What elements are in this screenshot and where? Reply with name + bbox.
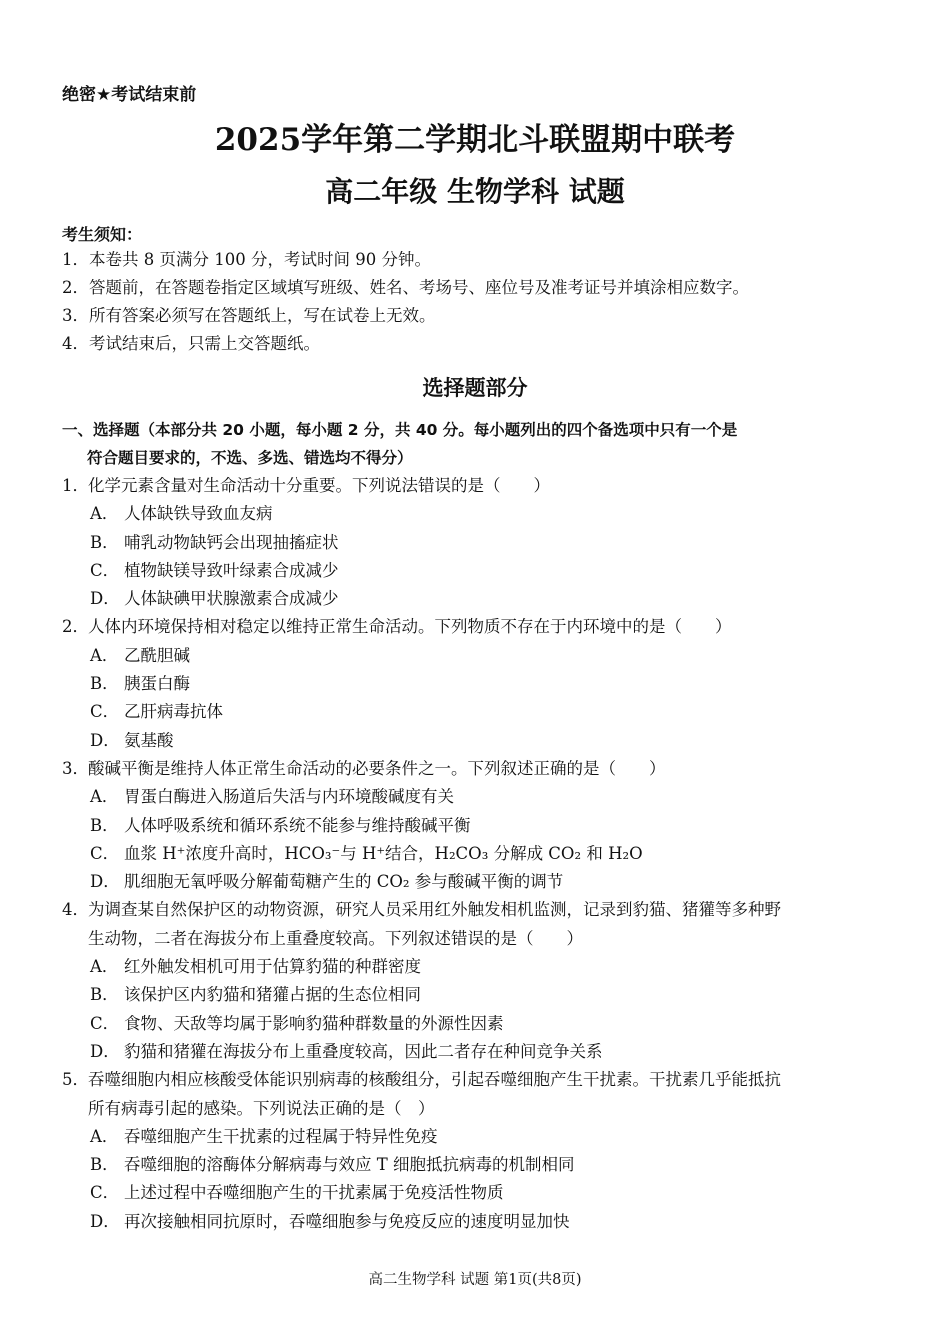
option-label: D． [90,730,120,750]
option-label: D． [90,589,120,609]
option-text: 再次接触相同抗原时，吞噬细胞参与免疫反应的速度明显加快 [124,1211,570,1231]
option-label: D． [90,1041,120,1061]
option-label: C． [90,1183,120,1203]
option-a [62,642,894,670]
notice-list [62,246,892,358]
question-5 [62,1066,894,1236]
option-text: 食物、天敌等均属于影响豹猫种群数量的外源性因素 [124,1013,504,1033]
option-a [62,500,894,528]
question-stem [62,755,894,783]
option-text: 肌细胞无氧呼吸分解葡萄糖产生的 CO₂ 参与酸碱平衡的调节 [124,872,564,892]
option-text: 氨基酸 [124,730,174,750]
exam-title: 2025学年第二学期北斗联盟期中联考 [214,122,736,158]
question-text: 化学元素含量对生命活动十分重要。下列说法错误的是（ ） [88,476,550,495]
option-text: 上述过程中吞噬细胞产生的干扰素属于免疫活性物质 [124,1183,504,1203]
option-b [62,670,894,698]
question-2 [62,613,894,754]
part-heading-line2: 符合题目要求的，不选、多选、错选均不得分） [87,449,413,467]
option-d [62,727,894,755]
option-label: A． [90,957,119,977]
option-d [62,868,894,896]
question-list [62,472,894,1236]
option-label: C． [90,560,120,580]
option-text: 人体缺铁导致血友病 [124,504,273,524]
question-text: 酸碱平衡是维持人体正常生命活动的必要条件之一。下列叙述正确的是（ ） [88,758,666,778]
confidential-label: 绝密★考试结束前 [62,85,197,105]
option-text: 血浆 H⁺浓度升高时，HCO₃⁻与 H⁺结合，H₂CO₃ 分解成 CO₂ 和 H₂O [124,843,643,863]
option-label: B． [90,815,119,835]
option-d [62,1038,894,1066]
option-text: 胃蛋白酶进入肠道后失活与内环境酸碱度有关 [124,787,454,807]
question-stem [62,896,894,953]
option-text: 胰蛋白酶 [124,674,190,694]
option-text: 豹猫和猪獾在海拔分布上重叠度较高，因此二者存在种间竞争关系 [124,1041,603,1061]
question-text: 人体内环境保持相对稳定以维持正常生命活动。下列物质不存在于内环境中的是（ ） [88,617,732,637]
option-b [62,529,894,557]
question-number: 2． [62,617,89,637]
option-c [62,698,894,726]
option-text: 人体缺碘甲状腺激素合成减少 [124,589,339,609]
notice-item: 3．所有答案必须写在答题纸上，写在试卷上无效。 [62,306,436,325]
notice-item: 2．答题前，在答题卷指定区域填写班级、姓名、考场号、座位号及准考证号并填涂相应数字。 [62,278,749,297]
option-c [62,1010,894,1038]
exam-subtitle: 高二年级 生物学科 试题 [325,175,625,208]
option-d [62,585,894,613]
option-label: C． [90,843,120,863]
option-label: B． [90,1155,119,1175]
option-label: B． [90,532,119,552]
option-label: A． [90,645,119,665]
part-heading-line1: 一、选择题（本部分共 20 小题，每小题 2 分，共 40 分。每小题列出的四个备选项中只有一个是 [62,421,738,439]
option-text: 该保护区内豹猫和猪獾占据的生态位相同 [124,985,421,1005]
option-text: 红外触发相机可用于估算豹猫的种群密度 [124,957,421,977]
notice-item: 4．考试结束后，只需上交答题纸。 [62,334,320,353]
option-label: A． [90,504,119,524]
question-1 [62,472,894,613]
question-text-continued: 所有病毒引起的感染。下列说法正确的是（ ） [88,1098,435,1118]
option-label: A． [90,1126,119,1146]
option-a [62,953,894,981]
question-3 [62,755,894,896]
option-d [62,1208,894,1236]
option-text: 吞噬细胞产生干扰素的过程属于特异性免疫 [124,1126,438,1146]
page-footer: 高二生物学科 试题 第1页(共8页) [368,1272,582,1288]
section-title: 选择题部分 [422,376,528,400]
question-stem [62,1066,894,1123]
option-c [62,840,894,868]
option-c [62,557,894,585]
option-a [62,783,894,811]
option-text: 人体呼吸系统和循环系统不能参与维持酸碱平衡 [124,815,471,835]
notice-item: 1．本卷共 8 页满分 100 分，考试时间 90 分钟。 [62,250,431,269]
part-heading [62,416,892,472]
question-text: 吞噬细胞内相应核酸受体能识别病毒的核酸组分，引起吞噬细胞产生干扰素。干扰素几乎能抵抗 [88,1070,781,1090]
option-text: 吞噬细胞的溶酶体分解病毒与效应 T 细胞抵抗病毒的机制相同 [124,1155,575,1175]
option-b [62,1151,894,1179]
question-4 [62,896,894,1066]
option-label: D． [90,872,120,892]
option-text: 乙酰胆碱 [124,645,190,665]
option-label: D． [90,1211,120,1231]
question-number: 1． [62,476,89,495]
option-c [62,1179,894,1207]
question-number: 4． [62,900,89,920]
option-label: B． [90,985,119,1005]
option-text: 哺乳动物缺钙会出现抽搐症状 [124,532,339,552]
option-text: 植物缺镁导致叶绿素合成减少 [124,560,339,580]
option-label: B． [90,674,119,694]
option-b [62,812,894,840]
question-number: 3． [62,758,89,778]
notice-heading: 考生须知： [62,225,143,244]
option-label: C． [90,702,120,722]
question-number: 5． [62,1070,89,1090]
option-label: A． [90,787,119,807]
option-text: 乙肝病毒抗体 [124,702,223,722]
question-text: 为调查某自然保护区的动物资源，研究人员采用红外触发相机监测，记录到豹猫、猪獾等多种野 [88,900,781,920]
option-b [62,981,894,1009]
option-a [62,1123,894,1151]
question-stem [62,613,894,641]
option-label: C． [90,1013,120,1033]
question-text-continued: 生动物，二者在海拔分布上重叠度较高。下列叙述错误的是（ ） [88,928,583,948]
question-stem [62,472,894,500]
